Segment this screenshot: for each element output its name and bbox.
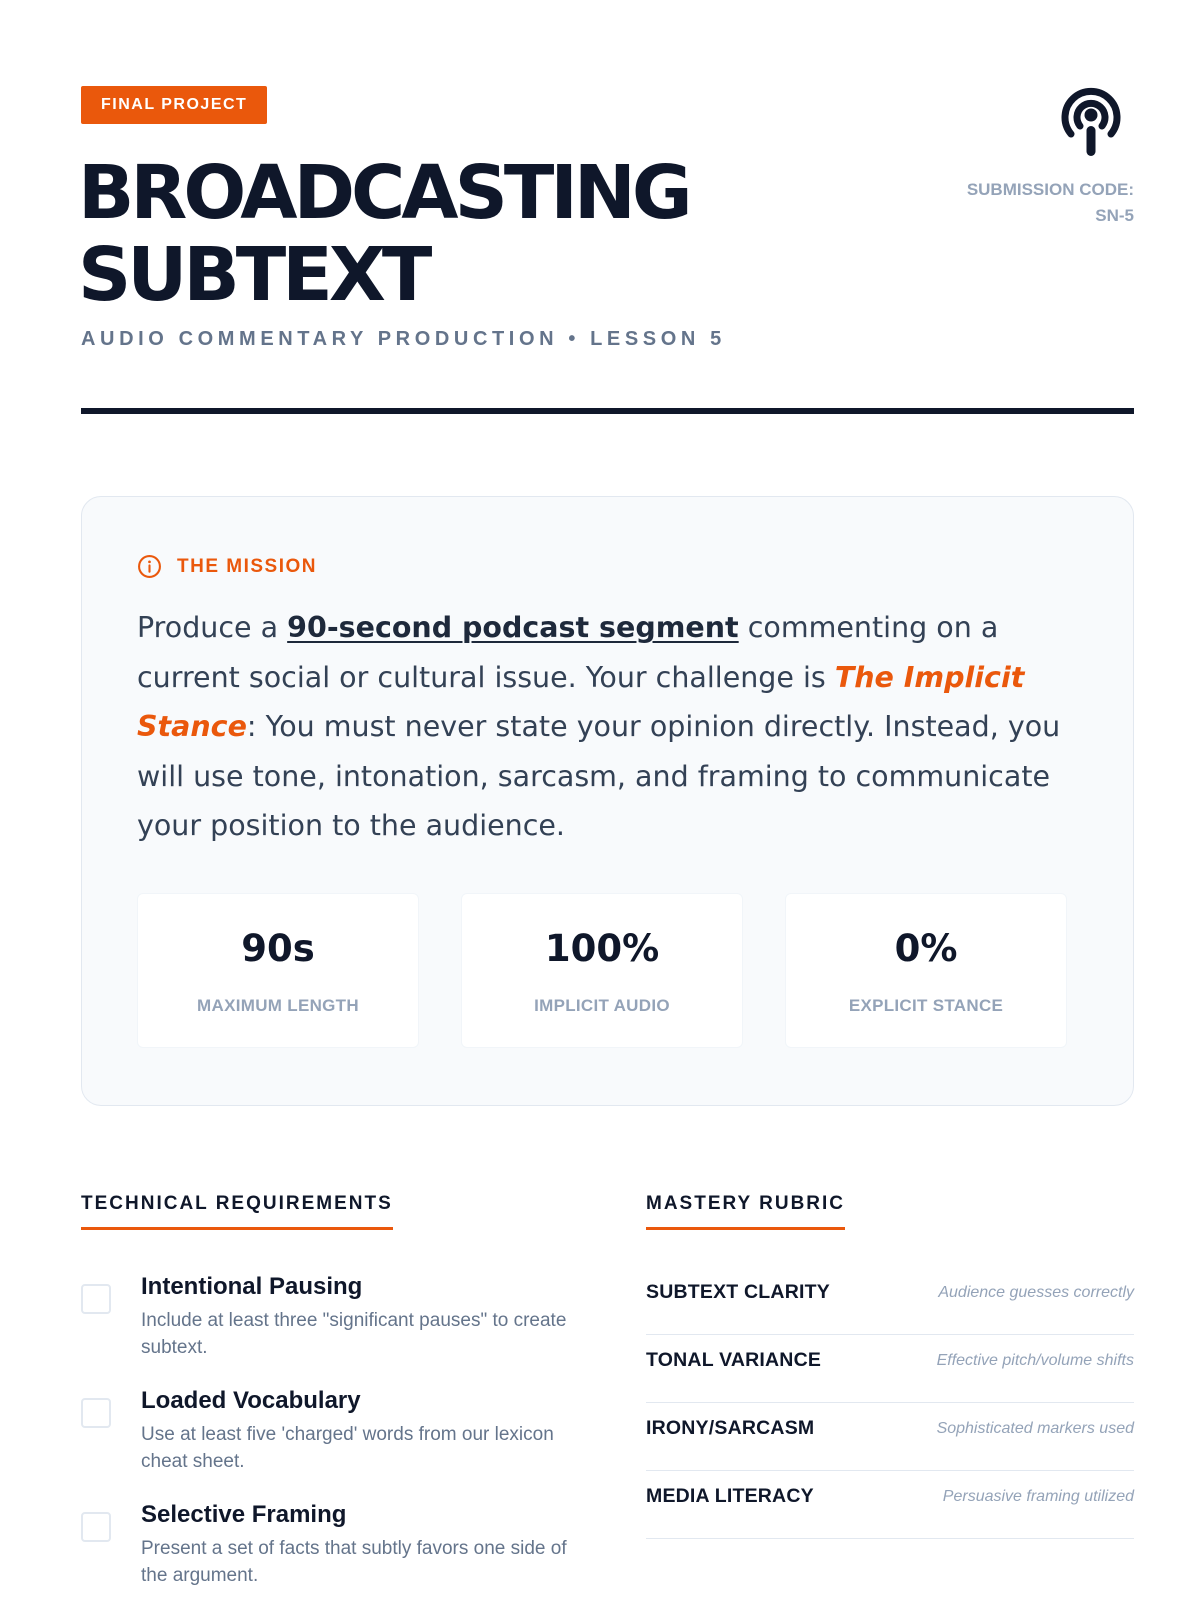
requirement-item (81, 1501, 581, 1615)
title-line-2: SUBTEXT (78, 232, 429, 318)
rubric-row (646, 1471, 1134, 1539)
mission-text-part-1: Produce a (137, 611, 288, 644)
rubric-criterion: TONAL VARIANCE (646, 1349, 822, 1371)
mission-heading-label: THE MISSION (177, 555, 318, 577)
mission-description (137, 603, 1082, 851)
stat-card (137, 893, 419, 1048)
rubric-row (646, 1403, 1134, 1471)
rubric-criterion-desc: Persuasive framing utilized (942, 1487, 1134, 1505)
info-icon (137, 554, 162, 579)
mission-card (81, 496, 1134, 1106)
assignment-page (78, 0, 1134, 1600)
page-subtitle: AUDIO COMMENTARY PRODUCTION • LESSON 5 (81, 328, 726, 350)
requirement-checkbox[interactable] (81, 1512, 111, 1542)
requirement-checkbox[interactable] (81, 1284, 111, 1314)
requirement-item (81, 1387, 581, 1501)
requirement-description: Include at least three "significant pauses" to create subtext. (141, 1310, 567, 1358)
requirements-list (81, 1273, 581, 1615)
stat-label: EXPLICIT STANCE (848, 996, 1004, 1015)
rubric-table (646, 1267, 1134, 1539)
requirement-title: Intentional Pausing (141, 1273, 363, 1300)
mission-highlight: 90-second podcast segment (287, 611, 739, 644)
podcast-icon (1054, 82, 1128, 162)
stat-label: MAXIMUM LENGTH (197, 996, 359, 1015)
title-line-1: BROADCASTING (78, 150, 689, 236)
page-title (78, 152, 689, 316)
requirement-description: Present a set of facts that subtly favors one side of the argument. (141, 1538, 567, 1586)
requirement-checkbox[interactable] (81, 1398, 111, 1428)
stat-value: 100% (544, 927, 660, 970)
mission-accent: The Implicit Stance (137, 660, 1025, 743)
rubric-criterion: SUBTEXT CLARITY (646, 1281, 830, 1303)
stat-value: 90s (241, 927, 315, 970)
rubric-row (646, 1335, 1134, 1403)
requirement-title: Selective Framing (141, 1501, 347, 1528)
stat-card (785, 893, 1067, 1048)
rubric-criterion-desc: Effective pitch/volume shifts (936, 1351, 1134, 1369)
mission-heading (137, 554, 317, 579)
stat-value: 0% (894, 927, 958, 970)
rubric-criterion-desc: Sophisticated markers used (936, 1419, 1134, 1437)
requirement-title: Loaded Vocabulary (141, 1387, 361, 1414)
requirement-description: Use at least five 'charged' words from our lexicon cheat sheet. (141, 1424, 554, 1472)
mission-stats (137, 893, 1067, 1048)
requirement-item (81, 1273, 581, 1387)
stat-label: IMPLICIT AUDIO (534, 996, 670, 1015)
mission-text-part-2: commenting on a current social or cultural issue. Your challenge is (137, 611, 999, 694)
submission-code-label: SUBMISSION CODE: (966, 180, 1134, 199)
rubric-row (646, 1267, 1134, 1335)
rubric-criterion: MEDIA LITERACY (646, 1485, 814, 1507)
stat-card (461, 893, 743, 1048)
submission-code (967, 177, 1134, 229)
rubric-criterion: IRONY/SARCASM (646, 1417, 815, 1439)
project-badge: FINAL PROJECT (81, 86, 267, 124)
rubric-criterion-desc: Audience guesses correctly (938, 1283, 1134, 1301)
requirements-heading: TECHNICAL REQUIREMENTS (81, 1193, 393, 1230)
header-divider (81, 408, 1134, 414)
rubric-heading: MASTERY RUBRIC (646, 1193, 845, 1230)
mission-text-part-3: : You must never state your opinion directly. Instead, you will use tone, intonation, sarcasm, and framing to communicate your position to the audience. (137, 710, 1061, 842)
submission-code-value: SN-5 (1095, 206, 1134, 225)
